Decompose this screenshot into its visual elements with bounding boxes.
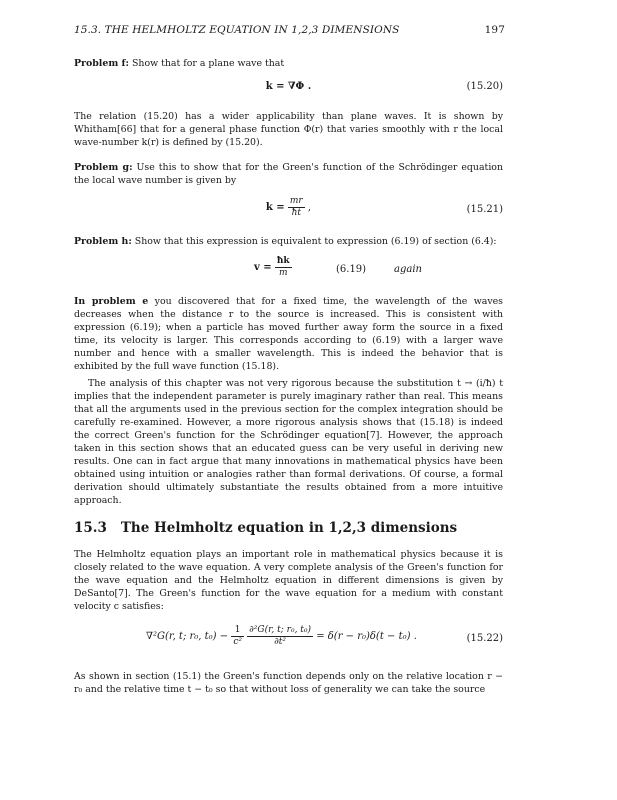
eq-15-22-frac1-den: c² [233,637,242,647]
problem-g-text: Use this to show that for the Green's function of the Schrödinger equation the local wave number is given by [74,162,503,186]
eq-6-19-numerator: ħk [276,256,290,266]
eq-6-19-lhs: v = [254,262,272,273]
problem-g-label: Problem g: [74,162,133,173]
eq-6-19-denominator: m [278,268,288,278]
equation-15-22-number: (15.22) [466,633,503,644]
eq-6-19-fraction [275,256,292,279]
equation-15-20-body: k = ∇Φ . [265,81,312,92]
paragraph-2 [74,295,503,373]
eq-15-22-frac2-den: ∂t² [274,637,287,647]
eq-15-22-lhs: ∇²G(r, t; r₀, t₀) − [146,631,229,642]
eq-15-22-fraction-1 [231,625,244,648]
eq-15-22-rhs: = δ(r − r₀)δ(t − t₀) . [316,631,417,642]
page-number: 197 [484,24,505,36]
equation-15-21 [74,196,503,226]
problem-g [74,161,503,187]
running-header [74,24,505,38]
section-number: 15.3 [74,520,107,536]
eq-15-21-lhs: k = [265,202,285,213]
eq-15-22-fraction-2 [247,625,313,648]
problem-f-label: Problem f: [74,58,130,69]
section-title: The Helmholtz equation in 1,2,3 dimensions [120,520,458,536]
eq-15-22-frac2-num: ∂²G(r, t; r₀, t₀) [249,625,312,635]
paragraph-2-text: you discovered that for a fixed time, the wavelength of the waves decreases when the distance r to the source is increased. This is consistent with expression (6.19); when a particle has moved further away form the source in a fixed time, its velocity is larger. This corresponds according to (6.19) with a larger wave number and hence with a smaller wavelength. This is indeed the behavior that is exhibited by the full wave function (15.18). [74,296,503,372]
problem-f-text: Show that for a plane wave that [129,58,285,69]
equation-15-22 [74,625,503,659]
paragraph-3: The analysis of this chapter was not very rigorous because the substitution t → (i/ħ) t implies that the independent parameter is purely imaginary rather than real. This means that all the arguments used in the previous section for the complex integration should be carefully re-examined. However, a more rigorous analysis shows that (15.18) is indeed the correct Green's function for the Schrödinger equation[7]. However, the approach taken in this section shows that an educated guess can be very useful in deriving new results. One can in fact argue that many innovations in mathematical physics have been obtained using intuition or analogies rather than formal derivations. Of course, a formal derivation should ultimately substantiate the results obtained from a more intuitive approach. [74,378,503,506]
eq-6-19-note: again [394,264,422,275]
eq-6-19-reference: (6.19) [336,264,367,275]
header-title: 15.3. THE HELMHOLTZ EQUATION IN 1,2,3 DIMENSIONS [74,24,400,36]
section-heading [74,520,457,536]
problem-f [74,57,503,70]
equation-15-21-body [74,196,503,219]
paragraph-1: The relation (15.20) has a wider applicability than plane waves. It is shown by Whitham[66] that for a general phase function Φ(r) that varies smoothly with r the local wave-number k(r) is defined by (15.20). [74,111,503,148]
equation-15-20-number: (15.20) [466,81,503,92]
equation-15-20 [74,81,503,107]
problem-h-label: Problem h: [74,236,132,247]
eq-15-21-fraction [288,196,305,219]
equation-6-19-body [254,256,292,279]
paragraph-4: The Helmholtz equation plays an important role in mathematical physics because it is closely related to the wave equation. A very complete analysis of the Green's function for the wave equation and the Helmholtz equation in different dimensions is given by DeSanto[7]. The Green's function for the wave equation for a medium with constant velocity c satisfies: [74,549,503,612]
problem-h-text: Show that this expression is equivalent to expression (6.19) of section (6.4): [131,236,497,247]
equation-15-22-body [146,625,417,648]
eq-15-21-tail: , [307,202,312,213]
problem-h [74,235,503,248]
eq-15-21-numerator: mr [289,196,303,206]
eq-15-22-frac1-num: 1 [231,625,244,637]
eq-15-21-denominator: ħt [291,208,301,218]
equation-6-19 [74,256,503,288]
equation-15-21-number: (15.21) [466,204,503,215]
paragraph-2-lead: In problem e [74,296,149,307]
paragraph-5: As shown in section (15.1) the Green's function depends only on the relative location r − r₀ and the relative time t − t₀ so that without loss of generality we can take the source [74,671,503,695]
